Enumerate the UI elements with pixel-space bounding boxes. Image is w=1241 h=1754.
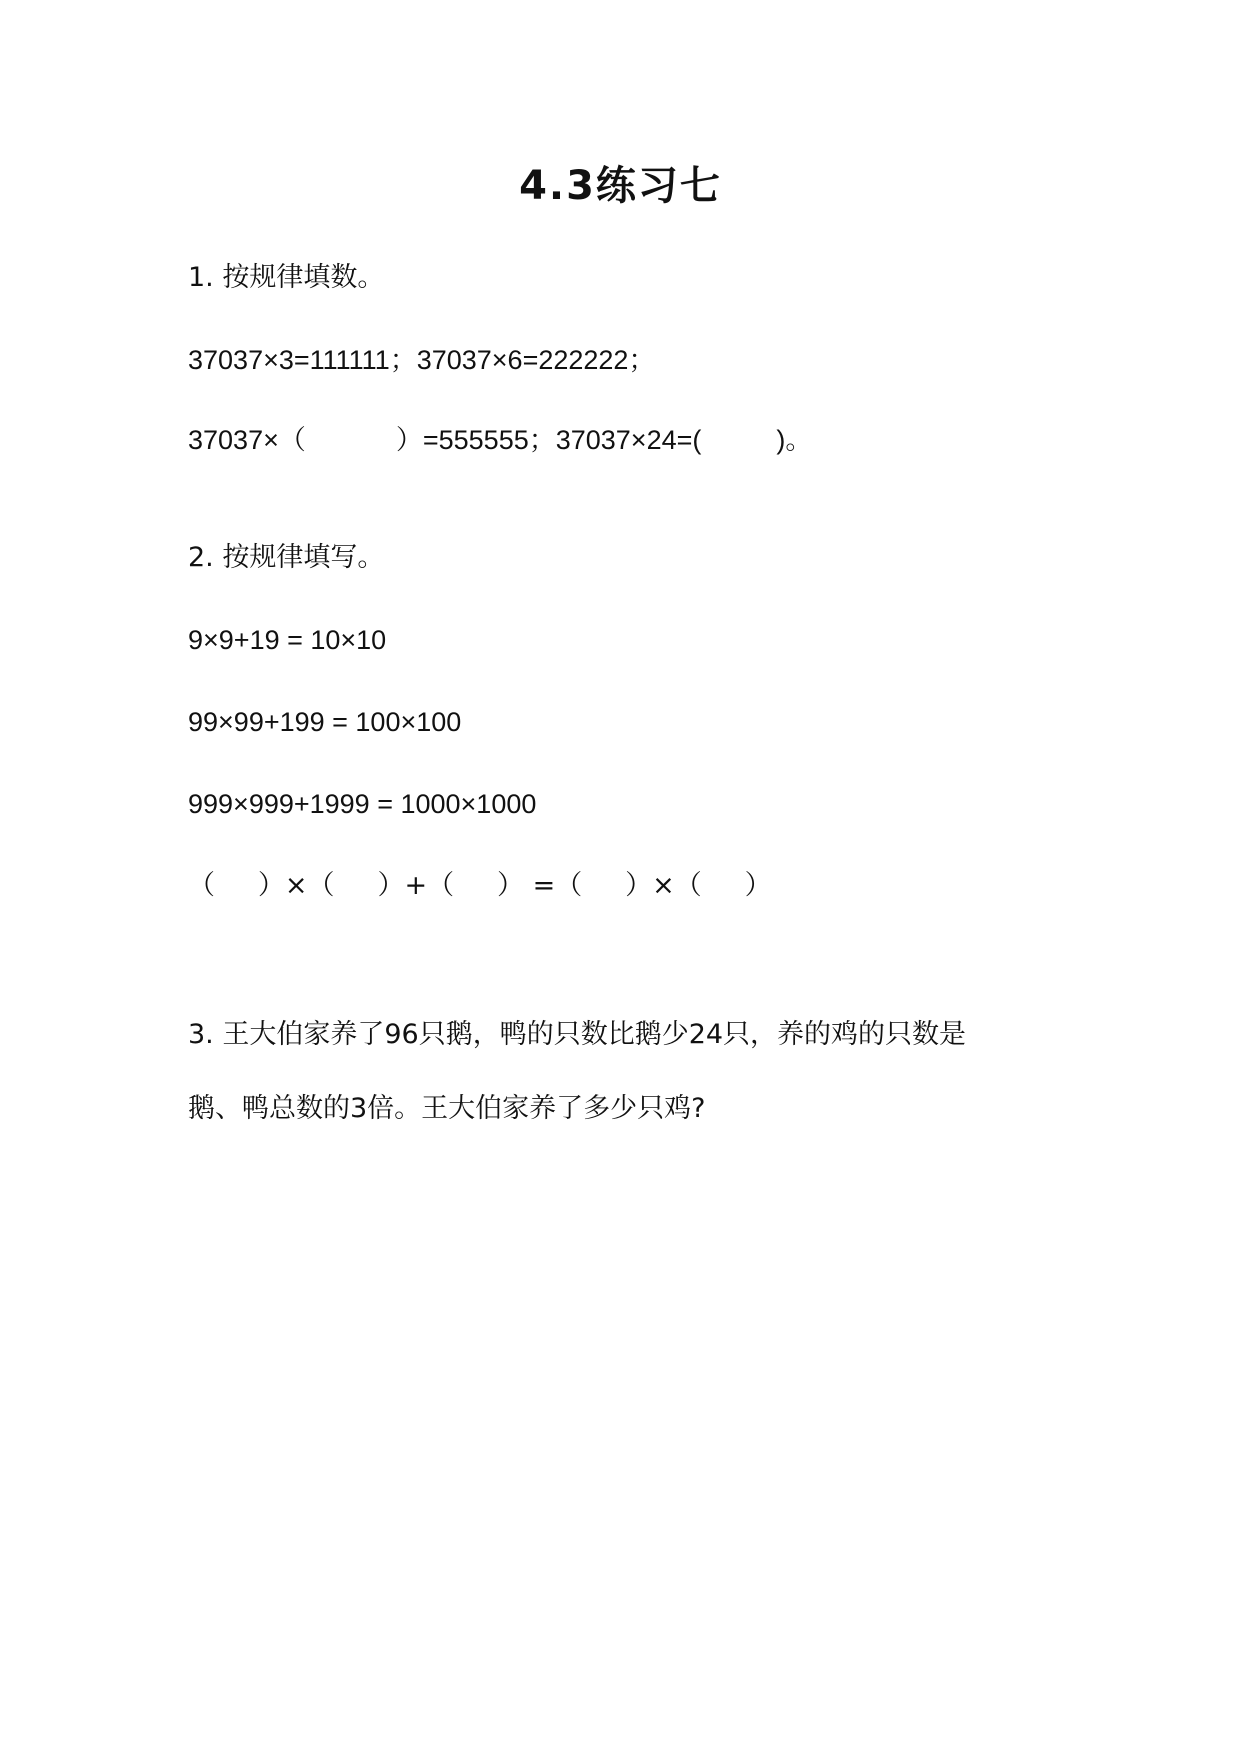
- question-2-pattern-3: 999×999+1999 = 1000×1000: [188, 789, 537, 819]
- question-2-pattern-2: 99×99+199 = 100×100: [188, 707, 462, 737]
- question-1-example: 37037×3=111111；37037×6=222222；: [188, 345, 656, 375]
- question-2-fill-in: （ ）×（ ）+（ ） =（ ）×（ ）: [188, 870, 772, 901]
- question-3-line-1: 3. 王大伯家养了96只鹅，鸭的只数比鹅少24只，养的鸡的只数是: [188, 1019, 967, 1050]
- question-1-heading: 1. 按规律填数。: [188, 262, 385, 293]
- question-3-line-2: 鹅、鸭总数的3倍。王大伯家养了多少只鸡?: [188, 1093, 706, 1124]
- question-1-fill-in: 37037×（ ）=555555；37037×24=( )。: [188, 425, 813, 455]
- question-2-pattern-1: 9×9+19 = 10×10: [188, 625, 387, 655]
- page-title: 4.3练习七: [519, 163, 722, 209]
- question-2-heading: 2. 按规律填写。: [188, 542, 385, 573]
